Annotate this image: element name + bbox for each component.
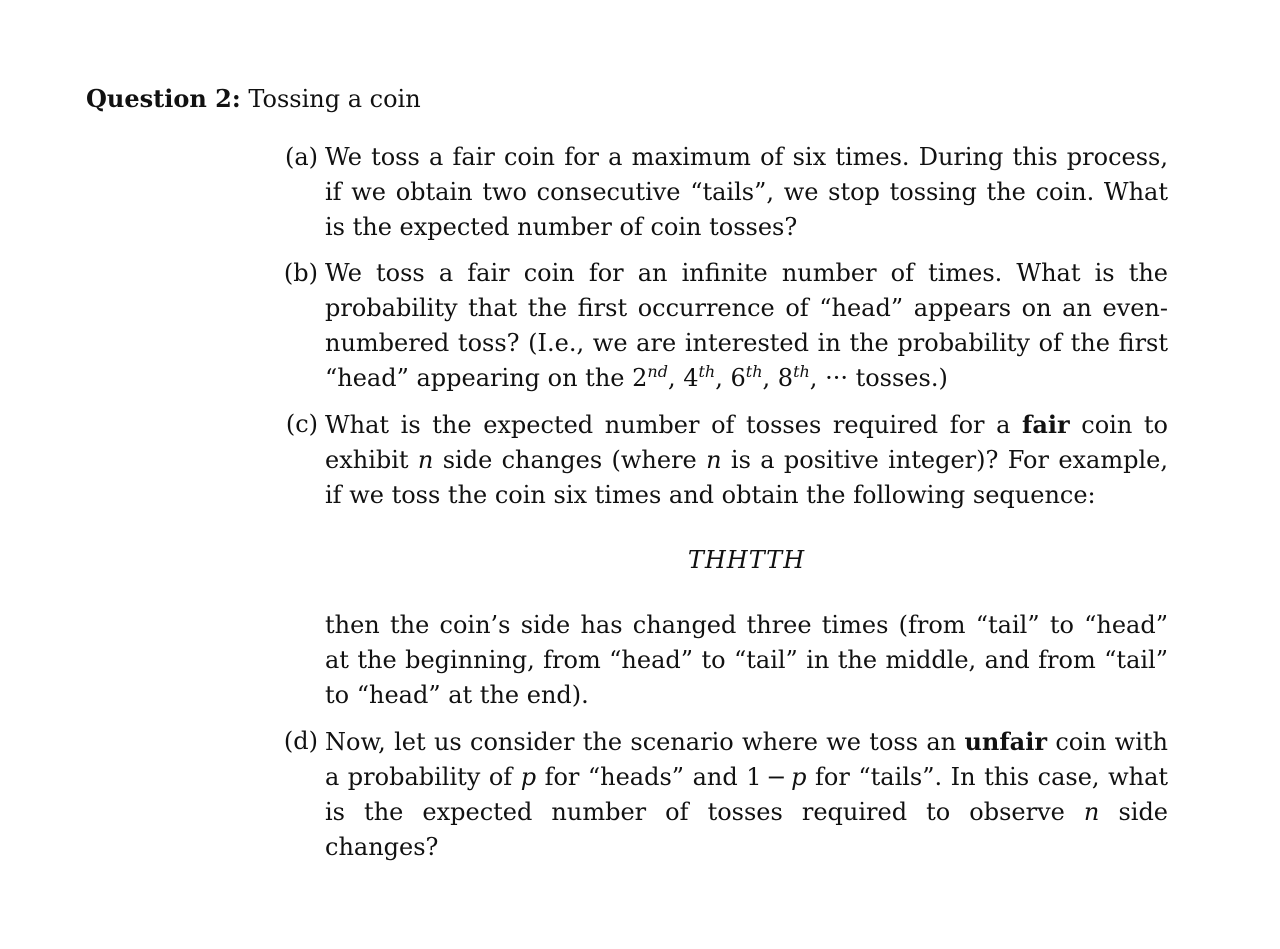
question-title: Tossing a coin <box>248 85 421 113</box>
separator: , <box>762 364 778 392</box>
separator: , <box>667 364 684 392</box>
bold-unfair: unfair <box>964 727 1047 756</box>
question-parts <box>268 140 1168 876</box>
part-c-text-2: coin to exhibit <box>325 411 1169 474</box>
separator: , <box>809 364 826 392</box>
part-d-label: (d) <box>283 727 318 755</box>
ordinal-6th-sup: th <box>745 362 763 381</box>
question-label: Question 2: <box>86 84 241 113</box>
part-b-text-after: tosses.) <box>847 364 948 392</box>
question-header <box>86 84 421 114</box>
ordinal-8th-base: 8 <box>777 364 794 392</box>
separator: , <box>715 364 731 392</box>
part-b <box>268 256 1168 396</box>
part-d-text-4: for “tails”. In this case, what is the expected number of tosses required to observe <box>325 763 1169 826</box>
variable-n: n <box>1083 798 1100 826</box>
sequence-display: THHTTH <box>687 546 806 574</box>
ordinal-4th-base: 4 <box>683 364 699 392</box>
part-c-text-4: is a positive integer)? For example, if we toss the coin six times and obtain the following sequence: <box>325 446 1168 509</box>
part-b-text <box>325 256 1168 396</box>
ordinal-2nd-base: 2 <box>632 364 648 392</box>
ellipsis-dots: ··· <box>825 364 848 392</box>
variable-p: p <box>520 763 537 791</box>
part-c-text <box>325 407 1168 513</box>
ordinal-8th <box>778 364 810 392</box>
part-c-text-5: then the coin’s side has changed three times (from “tail” to “head” at the beginning, from “head” to “tail” in the middle, and from “tail” to “head” at the end). <box>325 611 1168 709</box>
ordinal-2nd <box>632 364 668 392</box>
part-d-text-5: side changes? <box>325 798 1169 861</box>
part-c <box>268 407 1168 713</box>
ordinal-2nd-sup: nd <box>647 362 668 381</box>
ordinal-8th-sup: th <box>793 362 810 381</box>
ordinal-4th-sup: th <box>698 362 716 381</box>
part-b-label: (b) <box>283 259 318 287</box>
part-c-text-3: side changes (where <box>433 446 707 474</box>
ordinal-6th <box>731 364 763 392</box>
part-a-text: We toss a fair coin for a maximum of six times. During this process, if we obtain two consecutive “tails”, we stop tossing the coin. What is the expected number of coin tosses? <box>325 143 1168 241</box>
ordinal-4th <box>683 364 715 392</box>
variable-n: n <box>417 446 434 474</box>
part-c-text-1: What is the expected number of tosses required for a <box>325 411 1023 439</box>
expression-one-minus: 1 − <box>746 763 792 791</box>
part-d-text-1: Now, let us consider the scenario where we toss an <box>325 728 965 756</box>
part-d-text-2: coin with a probability of <box>325 728 1168 791</box>
part-d-text <box>325 724 1168 865</box>
part-d <box>268 724 1168 865</box>
part-a <box>268 140 1168 245</box>
part-b-text-before: We toss a fair coin for an infinite number of times. What is the probability that the first occurrence of “head” appears on an even-numbered toss? (I.e., we are interested in the probability of the first “head” appearing on the <box>325 259 1168 392</box>
variable-n: n <box>706 446 722 474</box>
part-a-label: (a) <box>284 143 318 171</box>
bold-fair: fair <box>1022 410 1070 439</box>
ordinal-6th-base: 6 <box>730 364 746 392</box>
part-c-label: (c) <box>285 410 318 438</box>
part-d-text-3: for “heads” and <box>536 763 747 791</box>
variable-p: p <box>791 763 807 791</box>
